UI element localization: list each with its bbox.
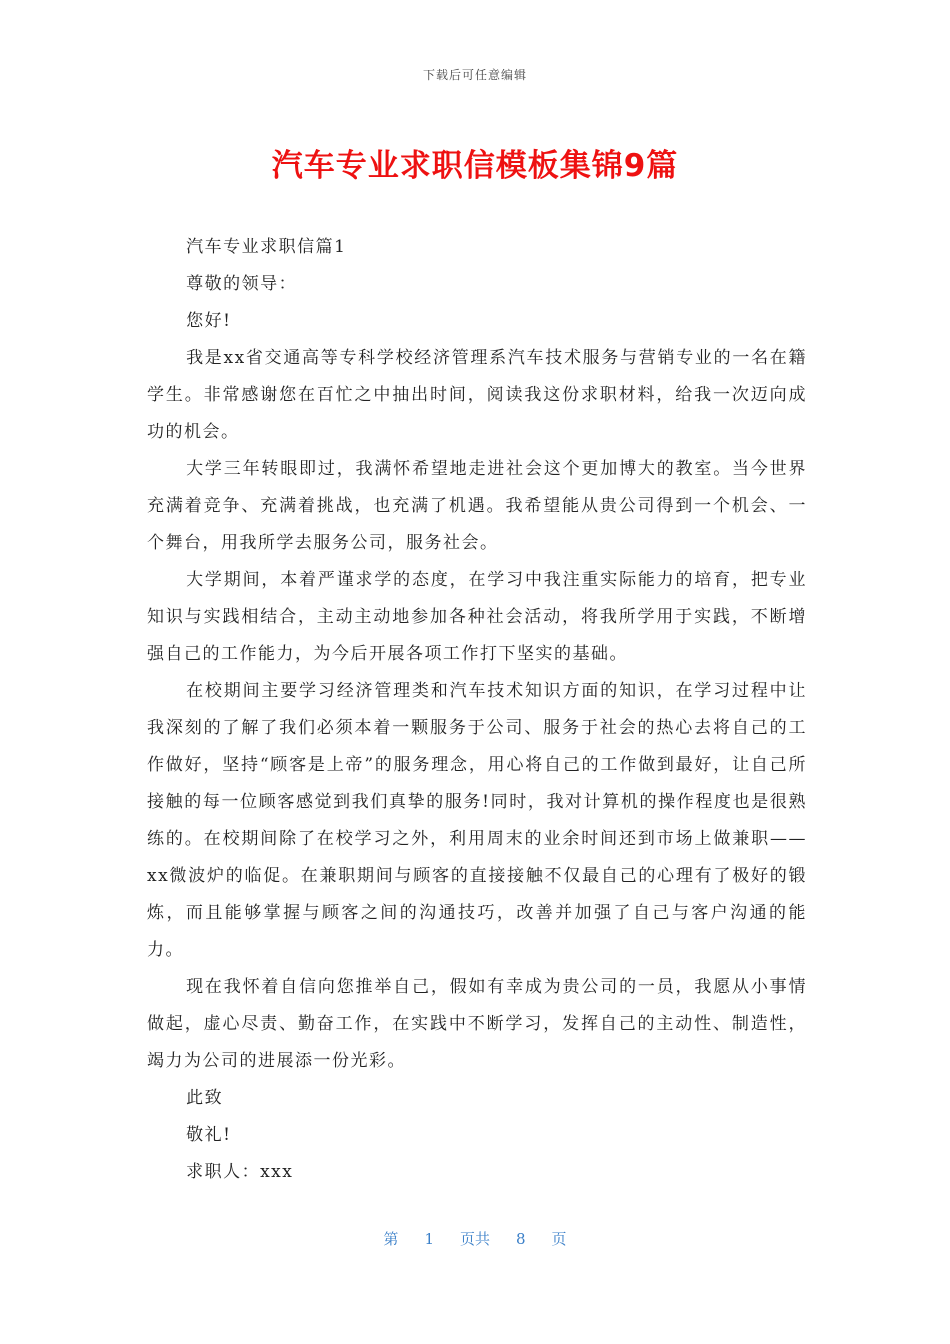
signature-line: 求职人：xxx (186, 1162, 294, 1182)
section-heading: 汽车专业求职信篇1 (186, 237, 347, 257)
footer-current-page: 1 (424, 1230, 434, 1248)
document-body (147, 229, 807, 1191)
greeting: 您好! (186, 311, 232, 331)
body-paragraph: 大学期间，本着严谨求学的态度，在学习中我注重实际能力的培育，把专业知识与实践相结合，主动主动地参加各种社会活动，将我所学用于实践，不断增强自己的工作能力，为今后开展各项工作打下坚实的基础。 (147, 570, 807, 664)
footer-prefix: 第 (383, 1230, 399, 1248)
body-paragraph: 我是xx省交通高等专科学校经济管理系汽车技术服务与营销专业的一名在籍学生。非常感谢您在百忙之中抽出时间，阅读我这份求职材料，给我一次迈向成功的机会。 (147, 348, 807, 442)
salutation: 尊敬的领导： (186, 274, 298, 294)
page-header-note: 下载后可任意编辑 (422, 68, 527, 82)
page-number-footer (0, 1228, 950, 1249)
footer-middle: 页共 (459, 1230, 490, 1248)
footer-total-pages: 8 (516, 1230, 526, 1248)
closing-line: 此致 (186, 1088, 224, 1108)
footer-suffix: 页 (551, 1230, 567, 1248)
body-paragraph: 现在我怀着自信向您推举自己，假如有幸成为贵公司的一员，我愿从小事情做起，虚心尽责、勤奋工作，在实践中不断学习，发挥自己的主动性、制造性，竭力为公司的进展添一份光彩。 (147, 977, 807, 1071)
document-title: 汽车专业求职信模板集锦9篇 (271, 148, 679, 184)
closing-regards: 敬礼! (186, 1125, 232, 1145)
body-paragraph: 在校期间主要学习经济管理类和汽车技术知识方面的知识，在学习过程中让我深刻的了解了我们必须本着一颗服务于公司、服务于社会的热心去将自己的工作做好，坚持“顾客是上帝”的服务理念，用心将自己的工作做到最好，让自己所接触的每一位顾客感觉到我们真挚的服务!同时，我对计算机的操作程度也是很熟练的。在校期间除了在校学习之外，利用周末的业余时间还到市场上做兼职——xx微波炉的临促。在兼职期间与顾客的直接接触不仅最自己的心理有了极好的锻炼，而且能够掌握与顾客之间的沟通技巧，改善并加强了自己与客户沟通的能力。 (147, 681, 807, 960)
body-paragraph: 大学三年转眼即过，我满怀希望地走进社会这个更加博大的教室。当今世界充满着竞争、充满着挑战，也充满了机遇。我希望能从贵公司得到一个机会、一个舞台，用我所学去服务公司，服务社会。 (147, 459, 807, 553)
